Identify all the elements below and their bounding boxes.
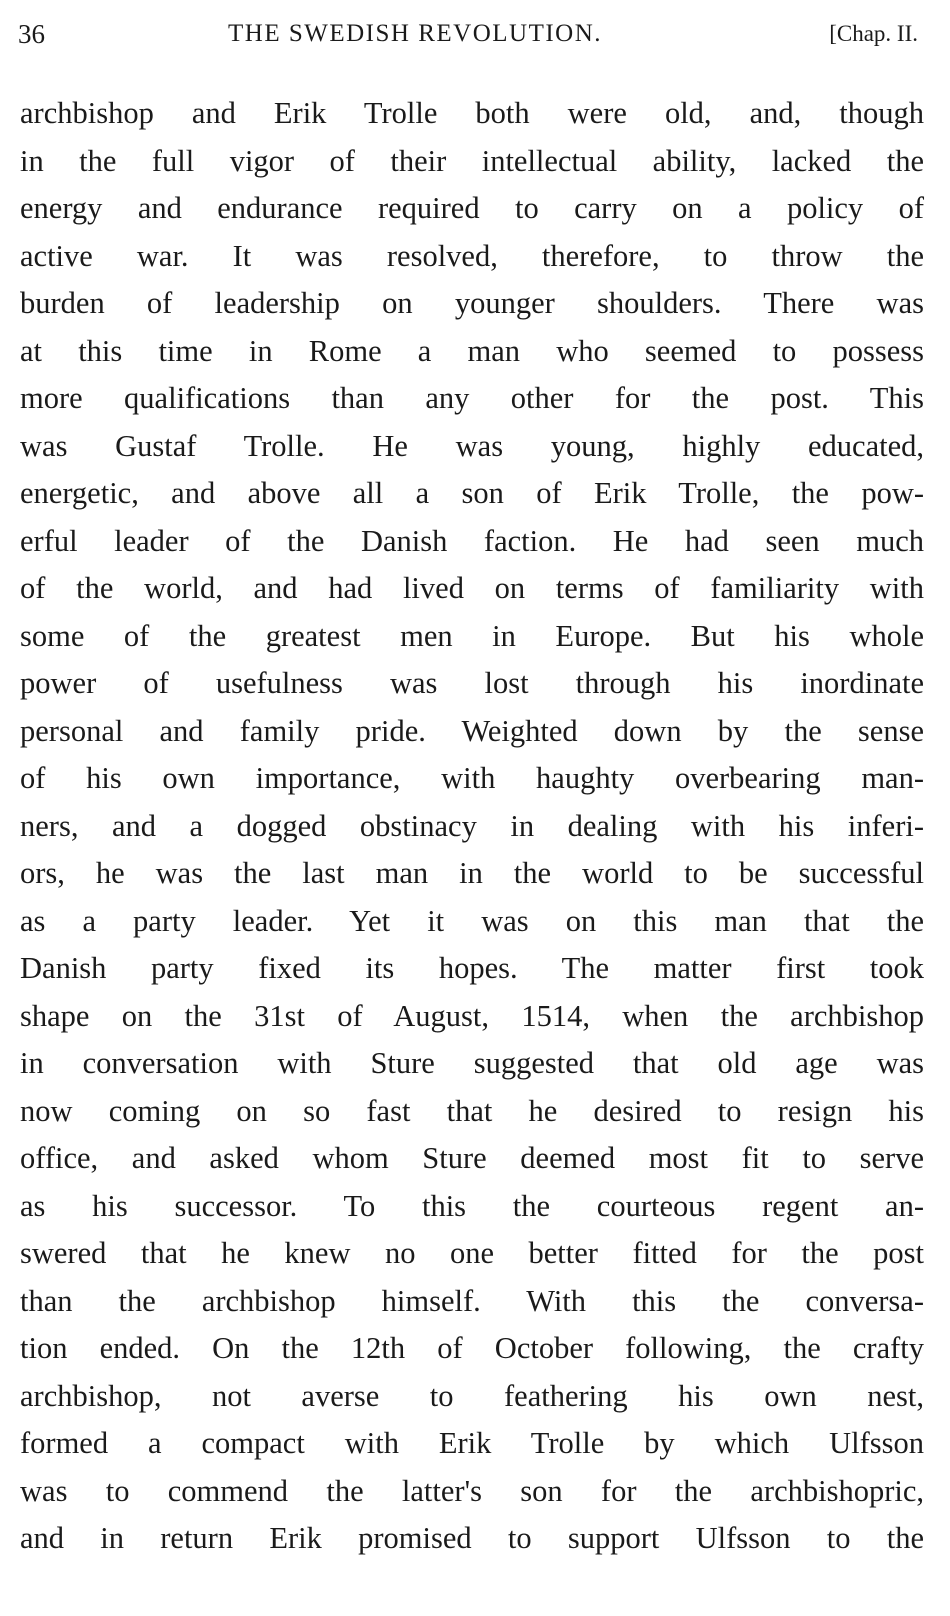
- text-line: personal and family pride. Weighted down by the sense: [20, 713, 924, 748]
- text-line: burden of leadership on younger shoulders. There was: [20, 286, 924, 320]
- text-line: as a party leader. Yet it was on this man that the: [20, 903, 924, 938]
- text-line: in conversation with Sture suggested that old age was: [20, 1046, 924, 1080]
- text-line: some of the greatest men in Europe. But his whole: [20, 618, 924, 653]
- text-line: was to commend the latter's son for the archbishopric,: [20, 1473, 924, 1508]
- text-line: tion ended. On the 12th of October following, the crafty: [20, 1331, 924, 1365]
- text-line: energetic, and above all a son of Erik Trolle, the pow-: [20, 476, 924, 510]
- text-line: of the world, and had lived on terms of familiarity with: [20, 571, 924, 605]
- text-line: archbishop and Erik Trolle both were old, and, though: [20, 96, 924, 130]
- body-text: [20, 90, 924, 1563]
- text-line: Danish party fixed its hopes. The matter first took: [20, 951, 924, 985]
- text-line: of his own importance, with haughty overbearing man-: [20, 761, 924, 795]
- text-line: energy and endurance required to carry on a policy of: [20, 191, 924, 225]
- text-line: swered that he knew no one better fitted for the post: [20, 1236, 924, 1270]
- running-title: THE SWEDISH REVOLUTION.: [228, 20, 603, 47]
- text-line: now coming on so fast that he desired to resign his: [20, 1093, 924, 1128]
- text-line: and in return Erik promised to support Ulfsson to the: [20, 1521, 924, 1555]
- text-line: ners, and a dogged obstinacy in dealing with his inferi-: [20, 808, 924, 843]
- text-line: at this time in Rome a man who seemed to possess: [20, 333, 924, 368]
- text-line: power of usefulness was lost through his inordinate: [20, 666, 924, 700]
- text-line: than the archbishop himself. With this the conversa-: [20, 1283, 924, 1318]
- text-line: in the full vigor of their intellectual ability, lacked the: [20, 143, 924, 178]
- page-number: 36: [18, 19, 45, 49]
- text-line: erful leader of the Danish faction. He had seen much: [20, 523, 924, 558]
- text-line: office, and asked whom Sture deemed most fit to serve: [20, 1141, 924, 1175]
- text-line: more qualifications than any other for the post. This: [20, 381, 924, 415]
- text-line: was Gustaf Trolle. He was young, highly educated,: [20, 428, 924, 463]
- text-line: ors, he was the last man in the world to be successful: [20, 856, 924, 890]
- text-line: archbishop, not averse to feathering his own nest,: [20, 1378, 924, 1413]
- text-line: shape on the 31st of August, 1514, when the archbishop: [20, 998, 924, 1033]
- chapter-reference: [Chap. II.: [829, 21, 918, 46]
- text-line: formed a compact with Erik Trolle by which Ulfsson: [20, 1426, 924, 1460]
- running-head: [18, 14, 918, 54]
- text-line: as his successor. To this the courteous regent an-: [20, 1188, 924, 1223]
- text-line: active war. It was resolved, therefore, to throw the: [20, 238, 924, 273]
